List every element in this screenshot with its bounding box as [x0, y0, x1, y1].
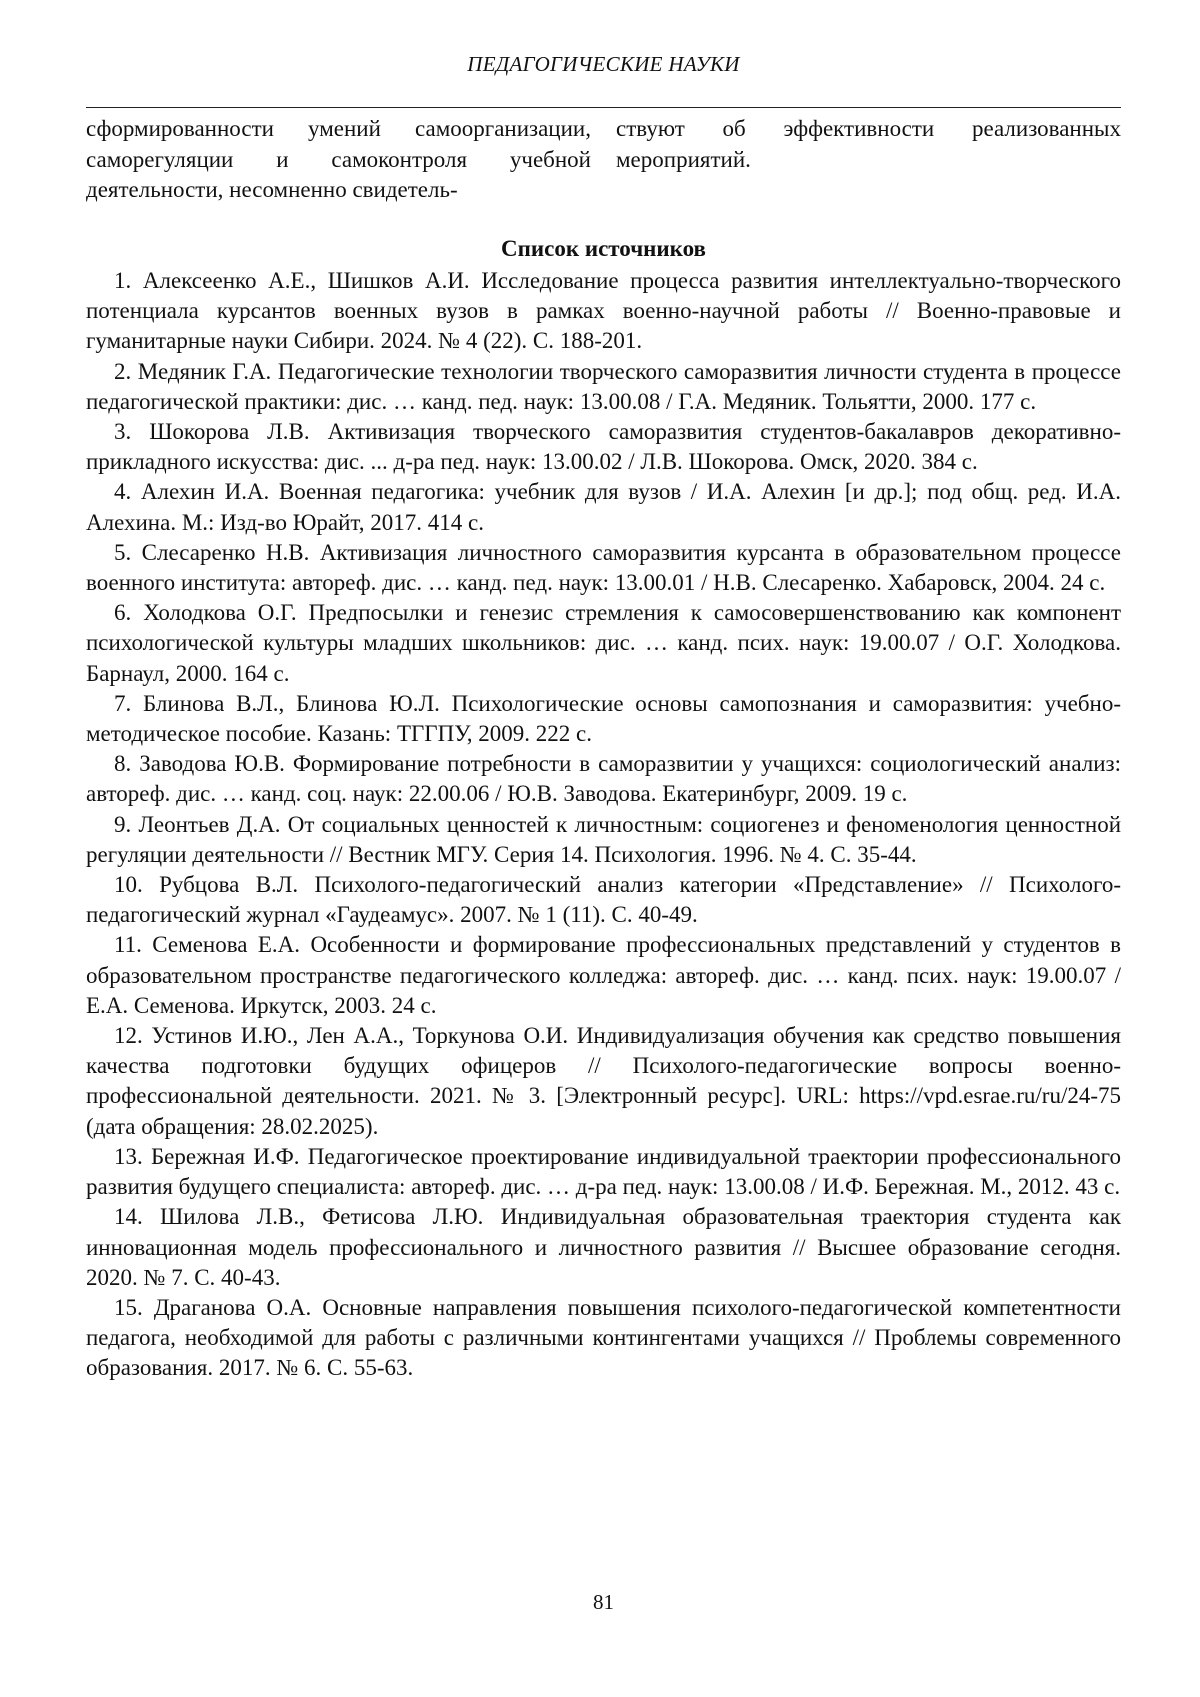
reference-item: 5. Слесаренко Н.В. Активизация личностного саморазвития курсанта в образовательном процессе военного института: автореф. дис. … канд. пед. наук: 13.00.01 / Н.В. Слесаренко. Хабаровск, 2004. 24 с.: [86, 539, 1121, 596]
reference-item: 8. Заводова Ю.В. Формирование потребности в саморазвитии у учащихся: социологический анализ: автореф. дис. … канд. соц. наук: 22.00.06 / Ю.В. Заводова. Екатеринбург, 2009. 19 с.: [86, 751, 1121, 807]
reference-item: 11. Семенова Е.А. Особенности и формирование профессиональных представлений у студентов в образовательном пространстве педагогического колледжа: автореф. дис. … канд. псих. наук: 19.00.07 / Е.А. Семенова. Иркутск, 2003. 24 с.: [86, 932, 1121, 1018]
references-heading: Список источников: [501, 236, 706, 261]
body-columns: [86, 114, 1121, 206]
reference-item: 7. Блинова В.Л., Блинова Ю.Л. Психологические основы самопознания и саморазвития: учебно-методическое пособие. Казань: ТГГПУ, 2009. 222 с.: [86, 690, 1121, 747]
left-column-paragraph: сформированности умений самоорганизации, саморегуляции и самоконтроля учебной деятельности, несомненно свидетель-: [86, 116, 591, 202]
reference-item: 10. Рубцова В.Л. Психолого-педагогический анализ категории «Представление» // Психолого-педагогический журнал «Гаудеамус». 2007. № 1 (11). С. 40-49.: [86, 872, 1121, 928]
reference-item: 4. Алехин И.А. Военная педагогика: учебник для вузов / И.А. Алехин [и др.]; под общ. ред. И.А. Алехина. М.: Изд-во Юрайт, 2017. 414 с.: [86, 479, 1121, 535]
right-column-paragraph: ствуют об эффективности реализованных мероприятий.: [616, 116, 1121, 172]
reference-item: 1. Алексеенко А.Е., Шишков А.И. Исследование процесса развития интеллектуально-творческого потенциала курсантов военных вузов в рамках военно-научной работы // Военно-правовые и гуманитарные науки Сибири. 2024. № 4 (22). С. 188-201.: [86, 268, 1121, 354]
reference-item: 3. Шокорова Л.В. Активизация творческого саморазвития студентов-бакалавров декоративно-прикладного искусства: дис. ... д-ра пед. наук: 13.00.02 / Л.В. Шокорова. Омск, 2020. 384 с.: [86, 419, 1121, 475]
left-column: [86, 114, 591, 206]
reference-item: 12. Устинов И.Ю., Лен А.А., Торкунова О.И. Индивидуализация обучения как средство повышения качества подготовки будущих офицеров // Психолого-педагогические вопросы военно-профессиональной деятельности. 2021. № 3. [Электронный ресурс]. URL: https://vpd.esrae.ru/ru/24-75 (дата обращения: 28.02.2025).: [86, 1023, 1121, 1139]
reference-item: 2. Медяник Г.А. Педагогические технологии творческого саморазвития личности студента в процессе педагогической практики: дис. … канд. пед. наук: 13.00.08 / Г.А. Медяник. Тольятти, 2000. 177 с.: [86, 358, 1121, 414]
references-list: [86, 266, 1121, 1384]
reference-item: 13. Бережная И.Ф. Педагогическое проектирование индивидуальной траектории профессионального развития будущего специалиста: автореф. дис. … д-ра пед. наук: 13.00.08 / И.Ф. Бережная. М., 2012. 43 с.: [86, 1143, 1121, 1200]
page-number: 81: [593, 1590, 614, 1614]
right-column: [616, 114, 1121, 206]
reference-item: 9. Леонтьев Д.А. От социальных ценностей к личностным: социогенез и феноменология ценностной регуляции деятельности // Вестник МГУ. Серия 14. Психология. 1996. № 4. С. 35-44.: [86, 811, 1121, 867]
reference-item: 6. Холодкова О.Г. Предпосылки и генезис стремления к самосовершенствованию как компонент психологической культуры младших школьников: дис. … канд. псих. наук: 19.00.07 / О.Г. Холодкова. Барнаул, 2000. 164 с.: [86, 600, 1121, 686]
header-divider: [86, 107, 1121, 108]
reference-item: 14. Шилова Л.В., Фетисова Л.Ю. Индивидуальная образовательная траектория студента как инновационная модель профессионального и личностного развития // Высшее образование сегодня. 2020. № 7. С. 40-43.: [86, 1204, 1121, 1290]
reference-item: 15. Драганова О.А. Основные направления повышения психолого-педагогической компетентности педагога, необходимой для работы с различными контингентами учащихся // Проблемы современного образования. 2017. № 6. С. 55-63.: [86, 1294, 1121, 1381]
running-header-title: ПЕДАГОГИЧЕСКИЕ НАУКИ: [467, 52, 740, 76]
